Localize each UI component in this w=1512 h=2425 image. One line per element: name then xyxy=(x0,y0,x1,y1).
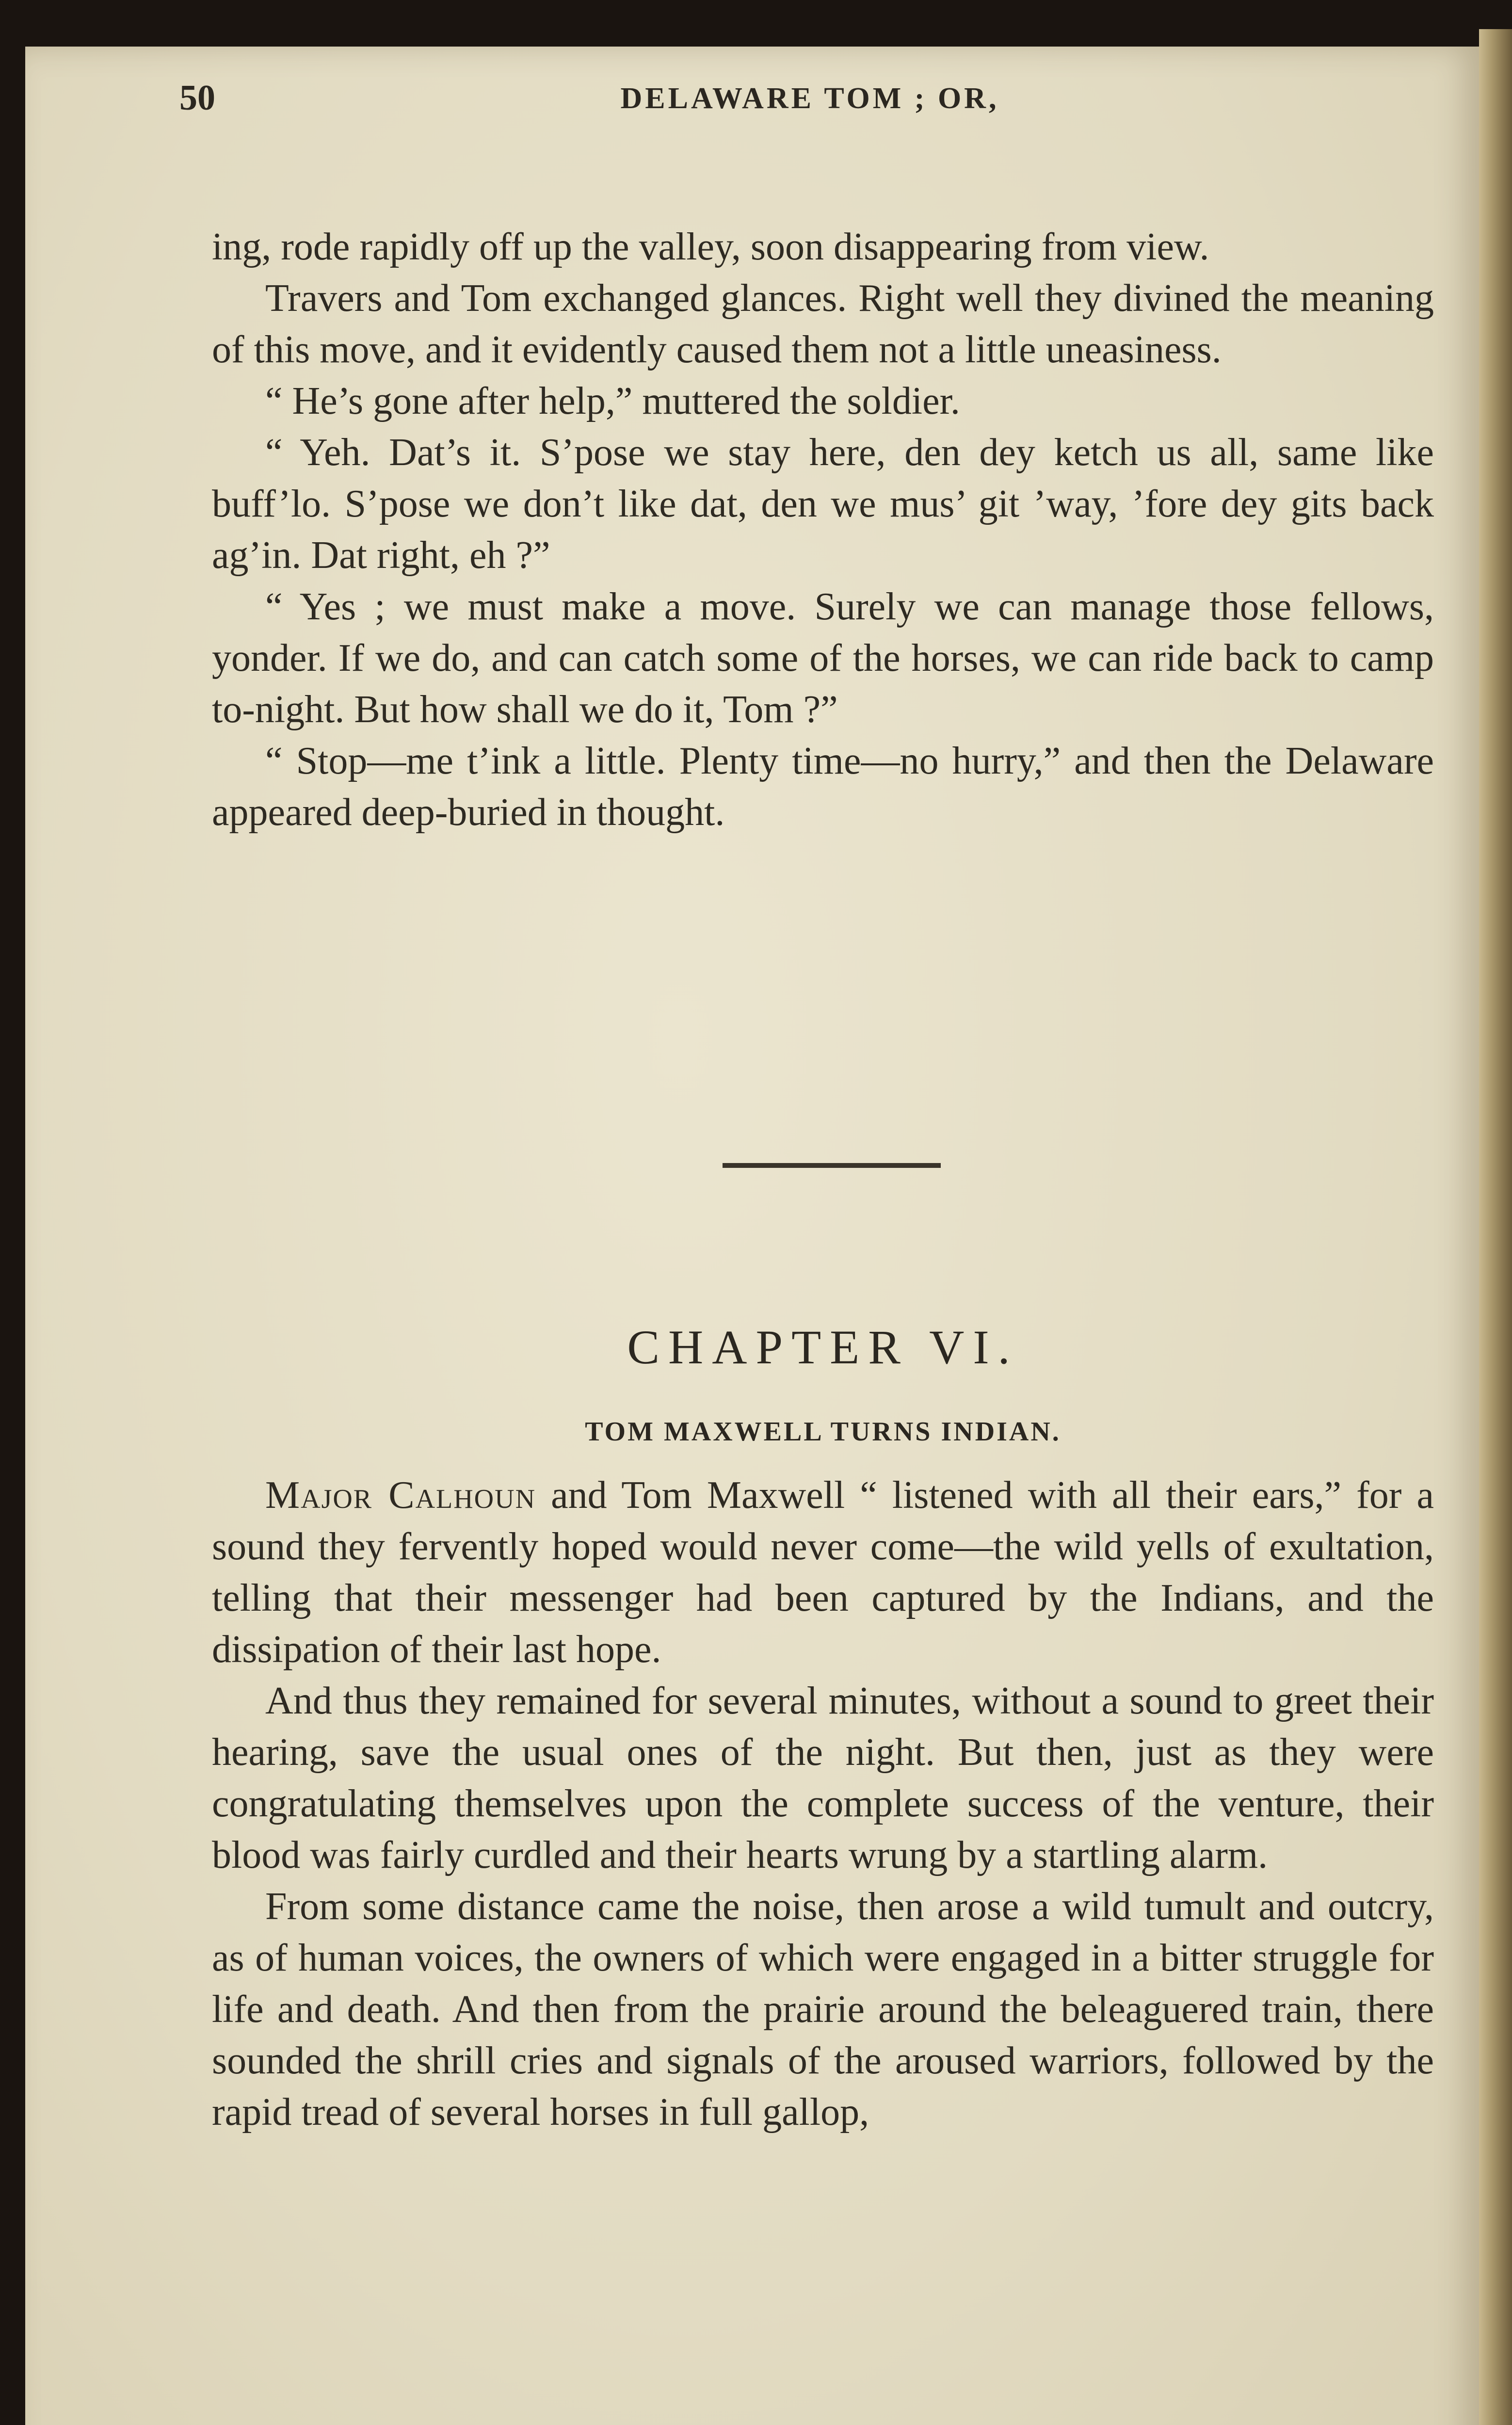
page-number: 50 xyxy=(179,78,215,118)
lead-name: Major Calhoun xyxy=(265,1474,536,1517)
text-block-before-chapter xyxy=(212,221,1434,838)
page-header xyxy=(179,78,1440,136)
chapter-opening-paragraph xyxy=(212,1470,1434,1675)
running-title: DELAWARE TOM ; OR, xyxy=(620,82,999,115)
section-divider xyxy=(723,1163,941,1168)
paragraph: “ Yes ; we must make a move. Surely we can manage those fellows, yonder. If we do, and can catch some of the horses, we can ride back to camp to-night. But how shall we do it, Tom ?” xyxy=(212,585,1434,731)
paragraph: “ He’s gone after help,” muttered the soldier. xyxy=(265,380,960,422)
paragraph: ing, rode rapidly off up the valley, soon disappearing from view. xyxy=(212,226,1209,268)
book-spine xyxy=(1479,29,1512,2425)
paragraph: “ Yeh. Dat’s it. S’pose we stay here, den dey ketch us all, same like buff’lo. S’pose we don’t like dat, den we mus’ git ’way, ’fore dey gits back ag’in. Dat right, eh ?” xyxy=(212,431,1434,577)
paragraph: And thus they remained for several minutes, without a sound to greet their hearing, save the usual ones of the night. But then, just as they were congratulating themselves upon the complete success of the venture, their blood was fairly curdled and their hearts wrung by a startling alarm. xyxy=(212,1680,1434,1876)
paragraph: From some distance came the noise, then arose a wild tumult and outcry, as of human voices, the owners of which were engaged in a bitter struggle for life and death. And then from the prairie around the beleaguered train, there sounded the shrill cries and signals of the aroused warriors, followed by the rapid tread of several horses in full gallop, xyxy=(212,1885,1434,2134)
chapter-title: CHAPTER VI. xyxy=(627,1320,1019,1374)
opening-text: and Tom Maxwell “ listened with all their ears,” for a sound they fervently hoped would never come—the wild yells of exultation, telling that their messenger had been captured by the Indians, and the dissipation of their last hope. xyxy=(212,1474,1434,1671)
paragraph: “ Stop—me t’ink a little. Plenty time—no hurry,” and then the Delaware appeared deep-buried in thought. xyxy=(212,740,1434,834)
paragraph: Travers and Tom exchanged glances. Right well they divined the meaning of this move, and it evidently caused them not a little uneasiness. xyxy=(212,277,1434,371)
chapter-subtitle: TOM MAXWELL TURNS INDIAN. xyxy=(585,1417,1061,1447)
text-block-chapter xyxy=(212,1470,1434,2138)
